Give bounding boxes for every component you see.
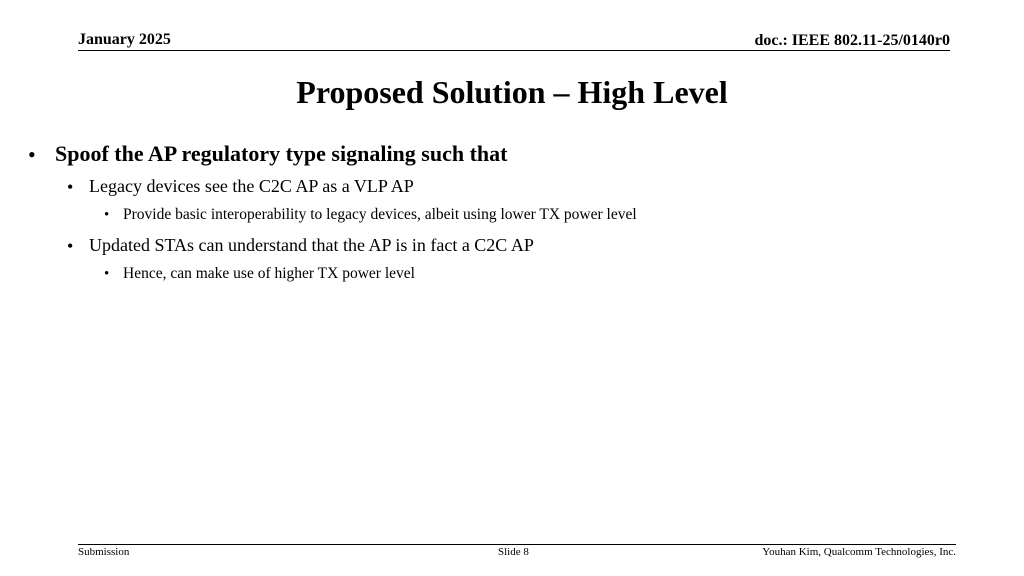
footer-author: Youhan Kim, Qualcomm Technologies, Inc. (762, 546, 956, 558)
footer-submission: Submission (78, 546, 130, 558)
bullet-marker: • (67, 236, 74, 256)
bullet-marker: • (28, 142, 36, 167)
bullet-level3-text: Provide basic interoperability to legacy devices, albeit using lower TX power level (123, 206, 637, 223)
slide-title: Proposed Solution – High Level (296, 74, 728, 110)
bullet-marker: • (104, 266, 110, 282)
bullet-level2-text: Legacy devices see the C2C AP as a VLP AP (89, 176, 414, 196)
header-doc-id: doc.: IEEE 802.11-25/0140r0 (754, 32, 950, 49)
bullet-marker: • (104, 207, 110, 223)
header-divider (78, 50, 950, 51)
bullet-level3-text: Hence, can make use of higher TX power level (123, 265, 415, 282)
header-date: January 2025 (78, 31, 171, 48)
bullet-marker: • (67, 177, 74, 197)
footer-divider (78, 544, 956, 545)
bullet-level2-text: Updated STAs can understand that the AP is in fact a C2C AP (89, 235, 534, 255)
footer-slide-number: Slide 8 (498, 546, 529, 558)
bullet-level1-text: Spoof the AP regulatory type signaling such that (55, 141, 508, 166)
